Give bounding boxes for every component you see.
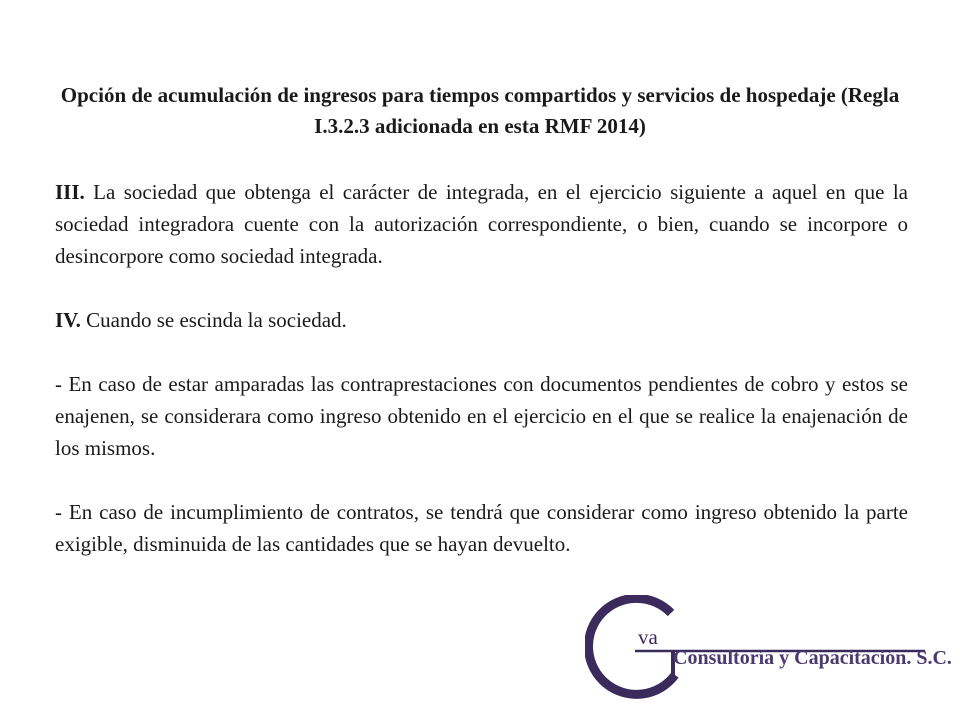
paragraph-documentos <box>55 368 908 464</box>
slide-title: Opción de acumulación de ingresos para tiempos compartidos y servicios de hospedaje (Regla I.3.2.3 adicionada en esta RMF 2014) <box>60 83 900 138</box>
paragraph-iv <box>55 304 908 336</box>
paragraph-incumplimiento <box>55 496 908 560</box>
paragraph-text: Cuando se escinda la sociedad. <box>80 308 347 332</box>
company-logo <box>585 595 952 705</box>
logo-initials: va <box>638 625 658 649</box>
paragraph-label: IV. <box>55 308 81 332</box>
paragraph-text: La sociedad que obtenga el carácter de integrada, en el ejercicio siguiente a aquel en que la sociedad integradora cuente con la autorización correspondiente, o bien, cuando se incorpore o desincorpore como sociedad integrada. <box>55 180 908 268</box>
logo-company-name: Consultoría y Capacitación. S.C. <box>673 647 952 669</box>
slide-body <box>55 176 908 592</box>
paragraph-text: - En caso de incumplimiento de contratos, se tendrá que considerar como ingreso obtenido la parte exigible, disminuida de las cantidades que se hayan devuelto. <box>55 500 908 556</box>
paragraph-iii <box>55 176 908 272</box>
paragraph-text: - En caso de estar amparadas las contraprestaciones con documentos pendientes de cobro y estos se enajenen, se considerara como ingreso obtenido en el ejercicio en el que se realice la enajenación de los mismos. <box>55 372 908 460</box>
paragraph-label: III. <box>55 180 85 204</box>
